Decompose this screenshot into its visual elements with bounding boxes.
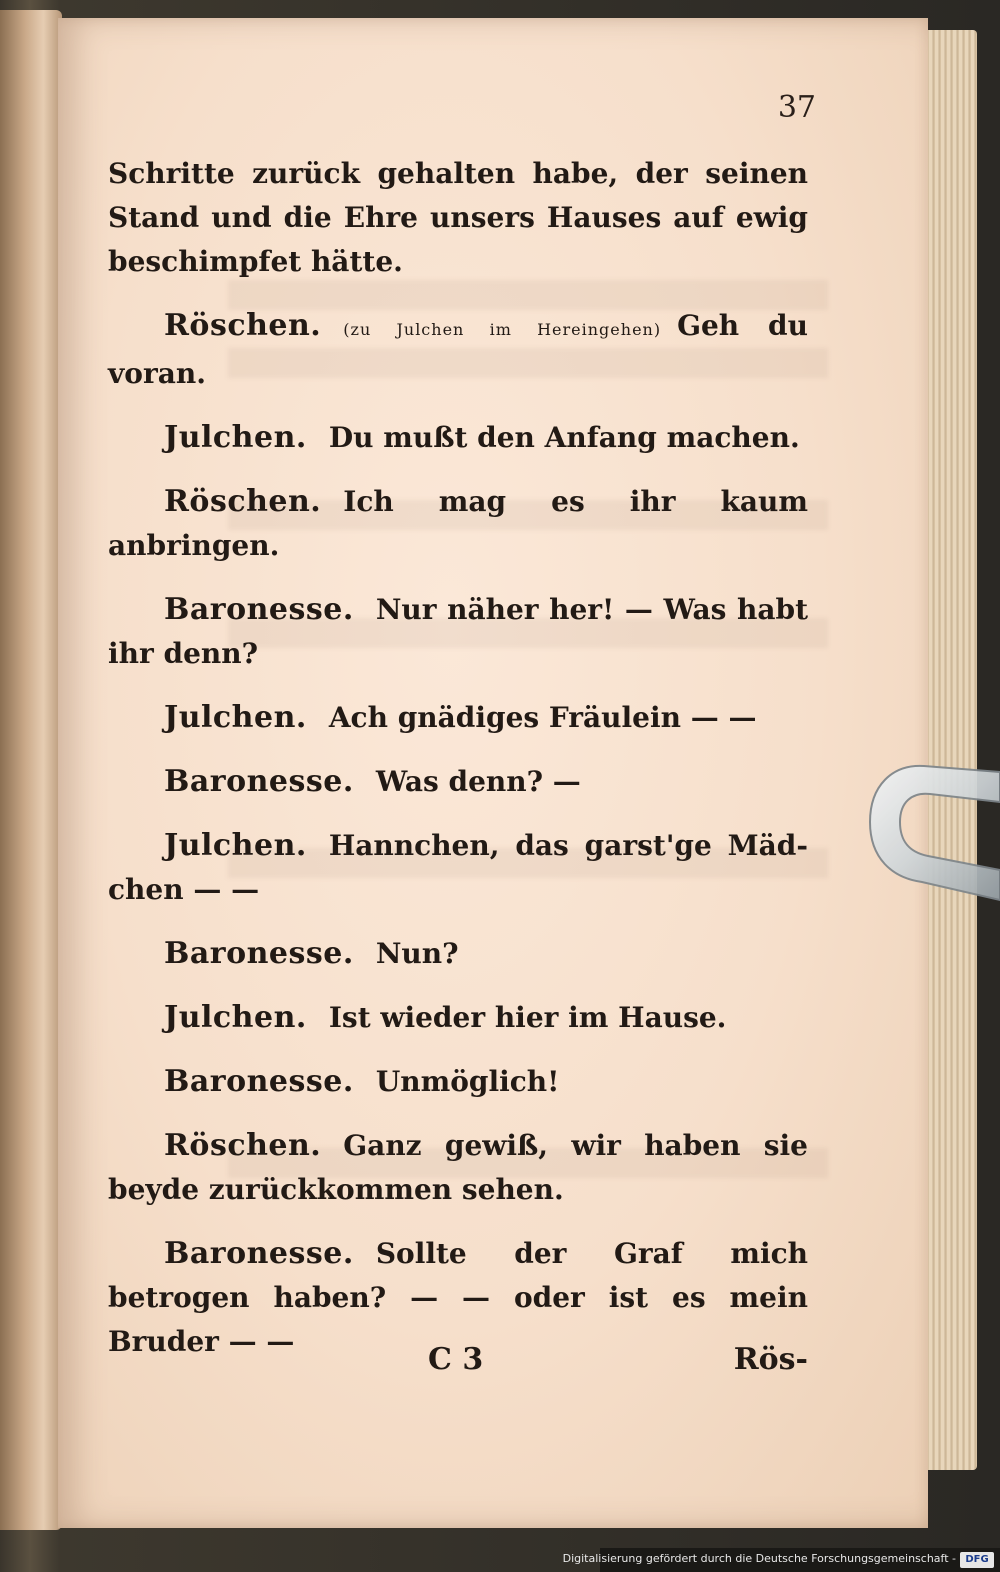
- dialogue-text: Was denn? —: [375, 765, 581, 798]
- dialogue-text: Ganz gewiß, wir haben sie beyde zurückkommen sehen.: [108, 1129, 808, 1206]
- speaker-name: Röschen.: [164, 484, 322, 519]
- dialogue-text: Du mußt den Anfang machen.: [328, 421, 800, 454]
- dialogue-text: Geh du voran.: [108, 309, 808, 390]
- dialogue-paragraph: [108, 416, 808, 460]
- page-text: [108, 152, 808, 1384]
- dialogue-paragraph: [108, 304, 808, 396]
- speaker-name: Baronesse.: [164, 1236, 354, 1271]
- signature-mark: C 3: [428, 1342, 484, 1377]
- dialogue-text: Hannchen, das garst'ge Mädchen — —: [108, 829, 808, 906]
- speaker-name: Julchen.: [164, 828, 307, 863]
- dialogue-paragraph: [108, 480, 808, 568]
- dialogue-text: Nun?: [375, 937, 459, 970]
- dialogue-paragraph: [108, 588, 808, 676]
- dialogue-text: Unmöglich!: [375, 1065, 560, 1098]
- dialogue-paragraph: [108, 824, 808, 912]
- speaker-name: Röschen.: [164, 308, 322, 343]
- dialogue-paragraph: [108, 696, 808, 740]
- dialogue-paragraph: [108, 1060, 808, 1104]
- speaker-name: Röschen.: [164, 1128, 322, 1163]
- dialogue-text: Sollte der Graf mich betrogen haben? — — oder ist es mein Bruder — —: [108, 1237, 808, 1358]
- dialogue-paragraph: [108, 760, 808, 804]
- dialogue-paragraph: [108, 996, 808, 1040]
- dialogue-paragraph: [108, 1124, 808, 1212]
- credit-bar: [562, 1548, 1000, 1572]
- speaker-name: Julchen.: [164, 1000, 307, 1035]
- left-page-edge: [0, 10, 62, 1530]
- dialogue-paragraph: [108, 152, 808, 284]
- page-number: 37: [777, 90, 816, 125]
- dialogue-text: Ich mag es ihr kaum anbringen.: [108, 485, 808, 562]
- speaker-name: Julchen.: [164, 420, 307, 455]
- dfg-logo: DFG: [960, 1552, 994, 1568]
- speaker-name: Baronesse.: [164, 592, 354, 627]
- page-footer: [108, 1342, 808, 1386]
- dialogue-text: Nur näher her! — Was habt ihr denn?: [108, 593, 808, 670]
- speaker-name: Baronesse.: [164, 764, 354, 799]
- catchword: Rös-: [733, 1342, 808, 1377]
- dialogue-text: Ist wieder hier im Hause.: [328, 1001, 727, 1034]
- stage-direction: (zu Julchen im Hereingehen): [343, 320, 662, 339]
- speaker-name: Baronesse.: [164, 936, 354, 971]
- dialogue-paragraph: [108, 932, 808, 976]
- dialogue-text: Schritte zurück gehalten habe, der seinen Stand und die Ehre unsers Hauses auf ewig beschimpfet hätte.: [108, 157, 808, 278]
- page-clip-icon: [862, 760, 1000, 910]
- speaker-name: Baronesse.: [164, 1064, 354, 1099]
- credit-text: Digitalisierung gefördert durch die Deutsche Forschungsgemeinschaft -: [562, 1552, 956, 1565]
- dialogue-text: Ach gnädiges Fräulein — —: [328, 701, 757, 734]
- speaker-name: Julchen.: [164, 700, 307, 735]
